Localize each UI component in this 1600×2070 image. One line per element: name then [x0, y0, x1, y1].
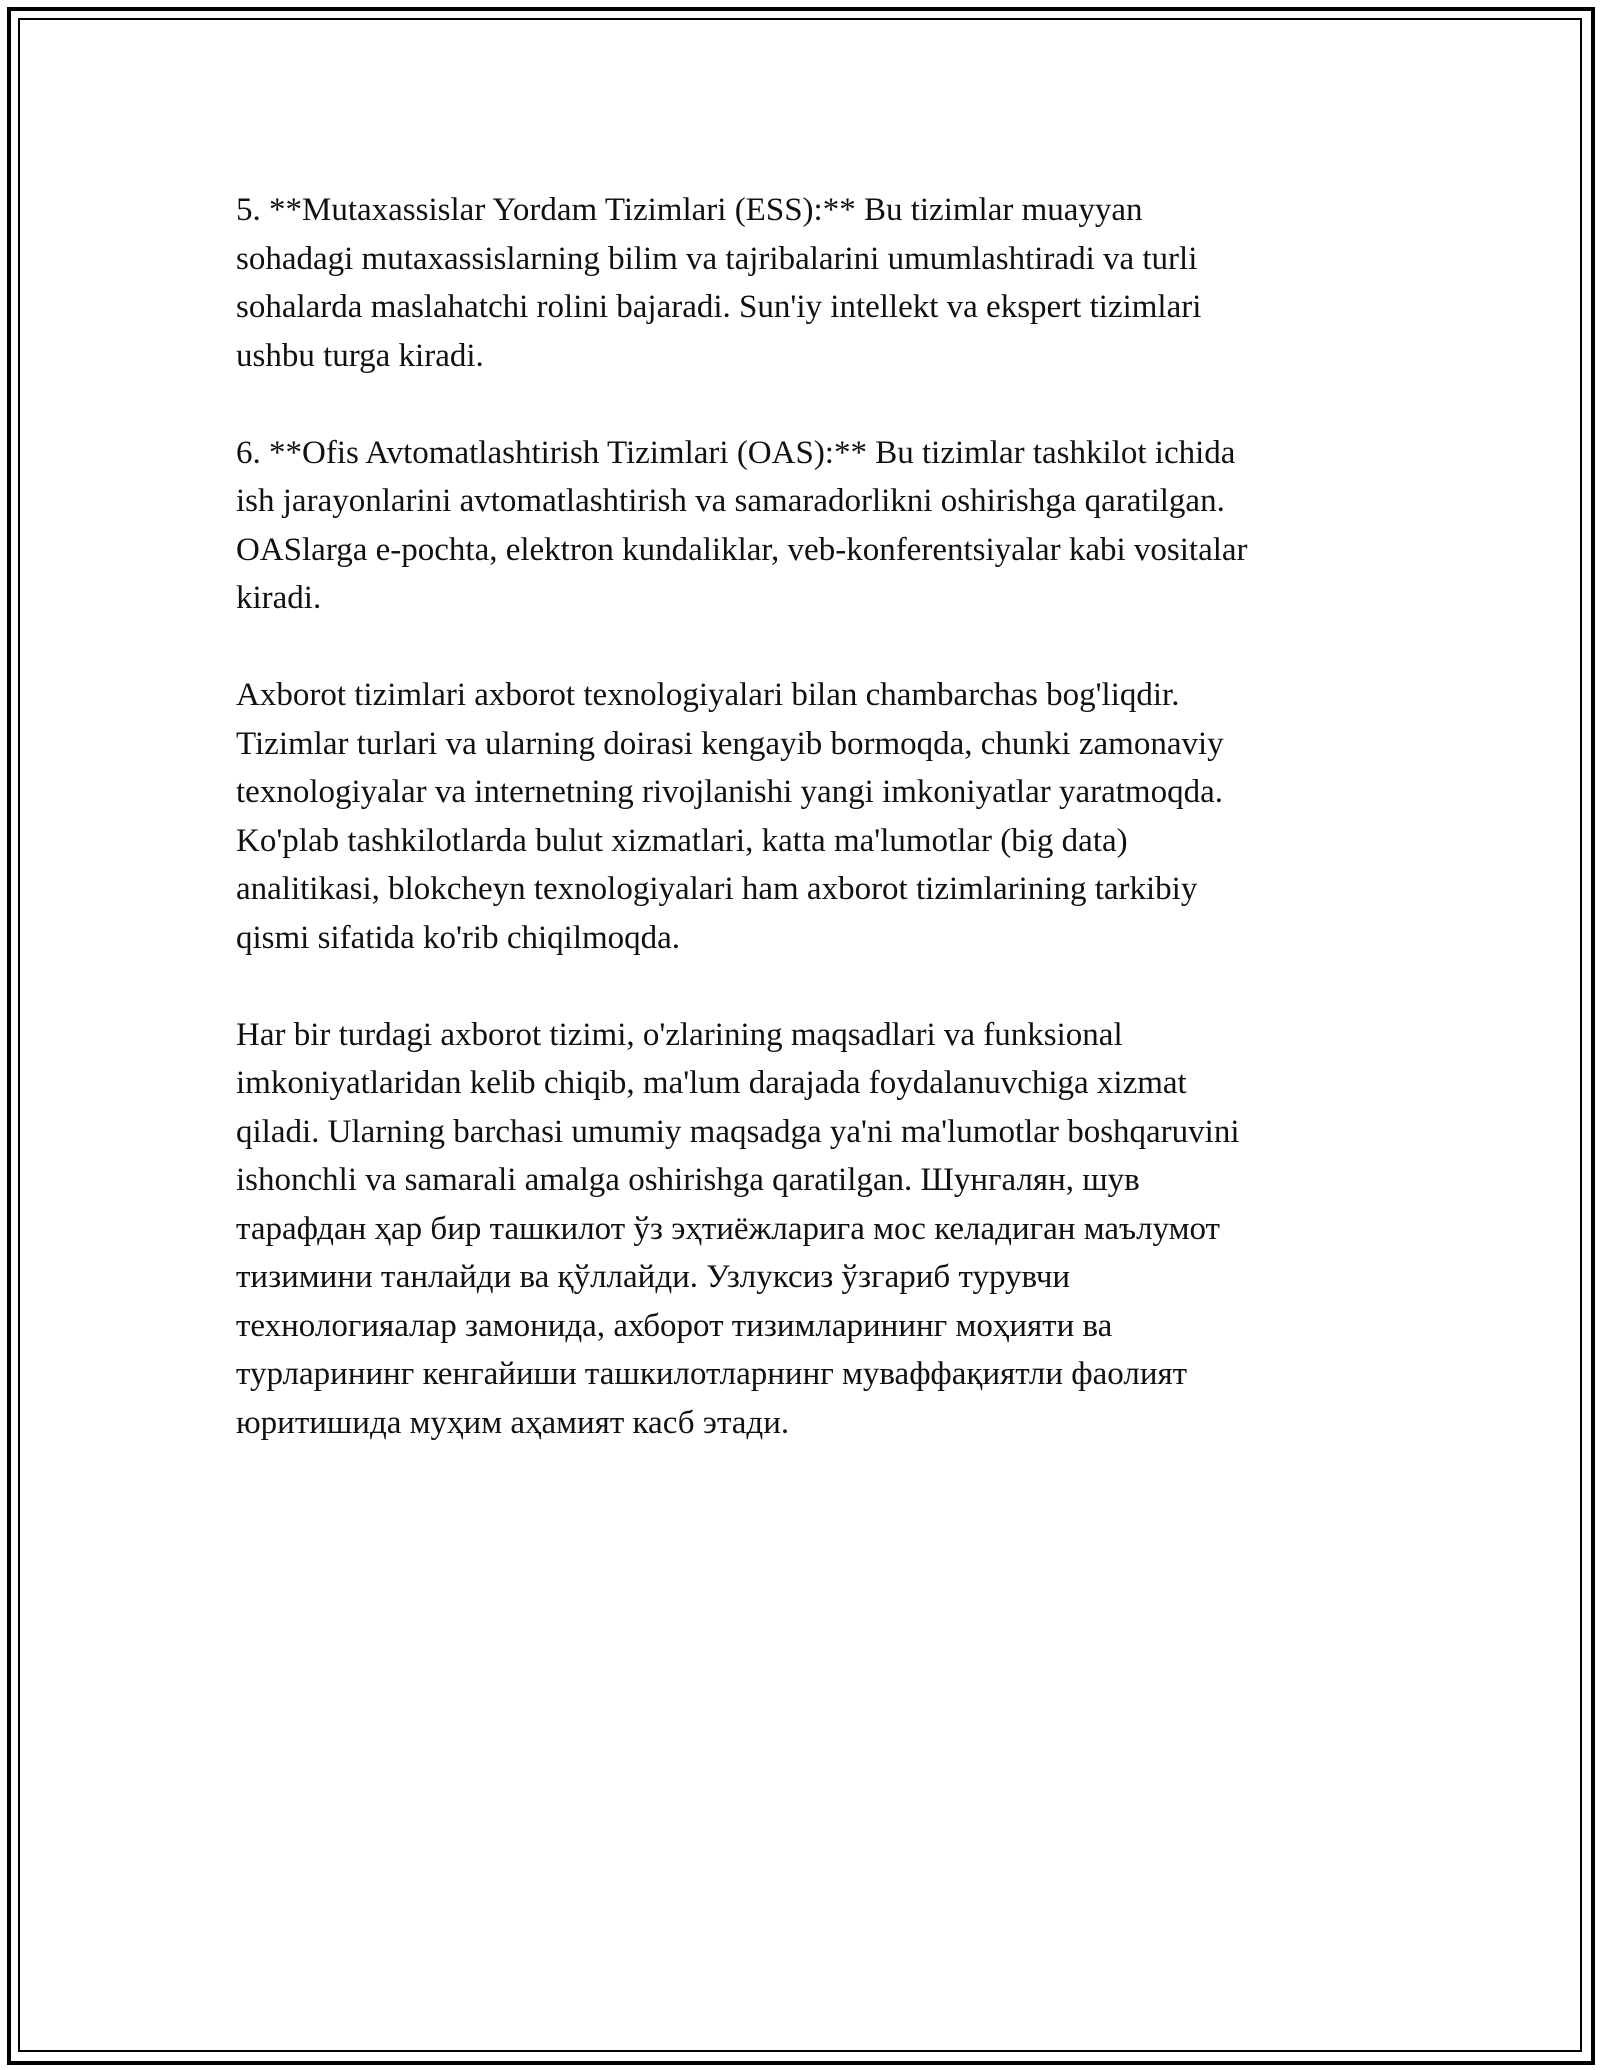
- document-body: [236, 186, 1386, 1496]
- paragraph-conclusion: Har bir turdagi axborot tizimi, o'zlarining maqsadlari va funksional imkoniyatlaridan kelib chiqib, ma'lum darajada foydalanuvchiga xizmat qiladi. Ularning barchasi umumiy maqsadga ya'ni ma'lumotlar boshqaruvini ishonchli va samarali amalga oshirishga qaratilgan. Шунгалян, шув тарафдан ҳар бир ташкилот ўз эҳтиёжларига мос келадиган маълумот тизимини танлайди ва қўллайди. Узлуксиз ўзгариб турувчи технологияалар замонида, ахборот тизимларининг моҳияти ва турларининг кенгайиши ташкилотларнинг муваффақиятли фаолият юритишида муҳим аҳамият касб этади.: [236, 1016, 1240, 1441]
- paragraph-ess: 5. **Mutaxassislar Yordam Tizimlari (ESS):** Bu tizimlar muayyan sohadagi mutaxassislarning bilim va tajribalarini umumlashtiradi va turli sohalarda maslahatchi rolini bajaradi. Sun'iy intellekt va ekspert tizimlari ushbu turga kiradi.: [236, 192, 1202, 374]
- paragraph-oas: 6. **Ofis Avtomatlashtirish Tizimlari (OAS):** Bu tizimlar tashkilot ichida ish jarayonlarini avtomatlashtirish va samaradorlikni oshirishga qaratilgan. OASlarga e-pochta, elektron kundaliklar, veb-konferentsiyalar kabi vositalar kiradi.: [236, 434, 1248, 616]
- paragraph-technologies: Axborot tizimlari axborot texnologiyalari bilan chambarchas bog'liqdir. Tizimlar turlari va ularning doirasi kengayib bormoqda, chunki zamonaviy texnologiyalar va internetning rivojlanishi yangi imkoniyatlar yaratmoqda. Ko'plab tashkilotlarda bulut xizmatlari, katta ma'lumotlar (big data) analitikasi, blokcheyn texnologiyalari ham axborot tizimlarining tarkibiy qismi sifatida ko'rib chiqilmoqda.: [236, 677, 1224, 956]
